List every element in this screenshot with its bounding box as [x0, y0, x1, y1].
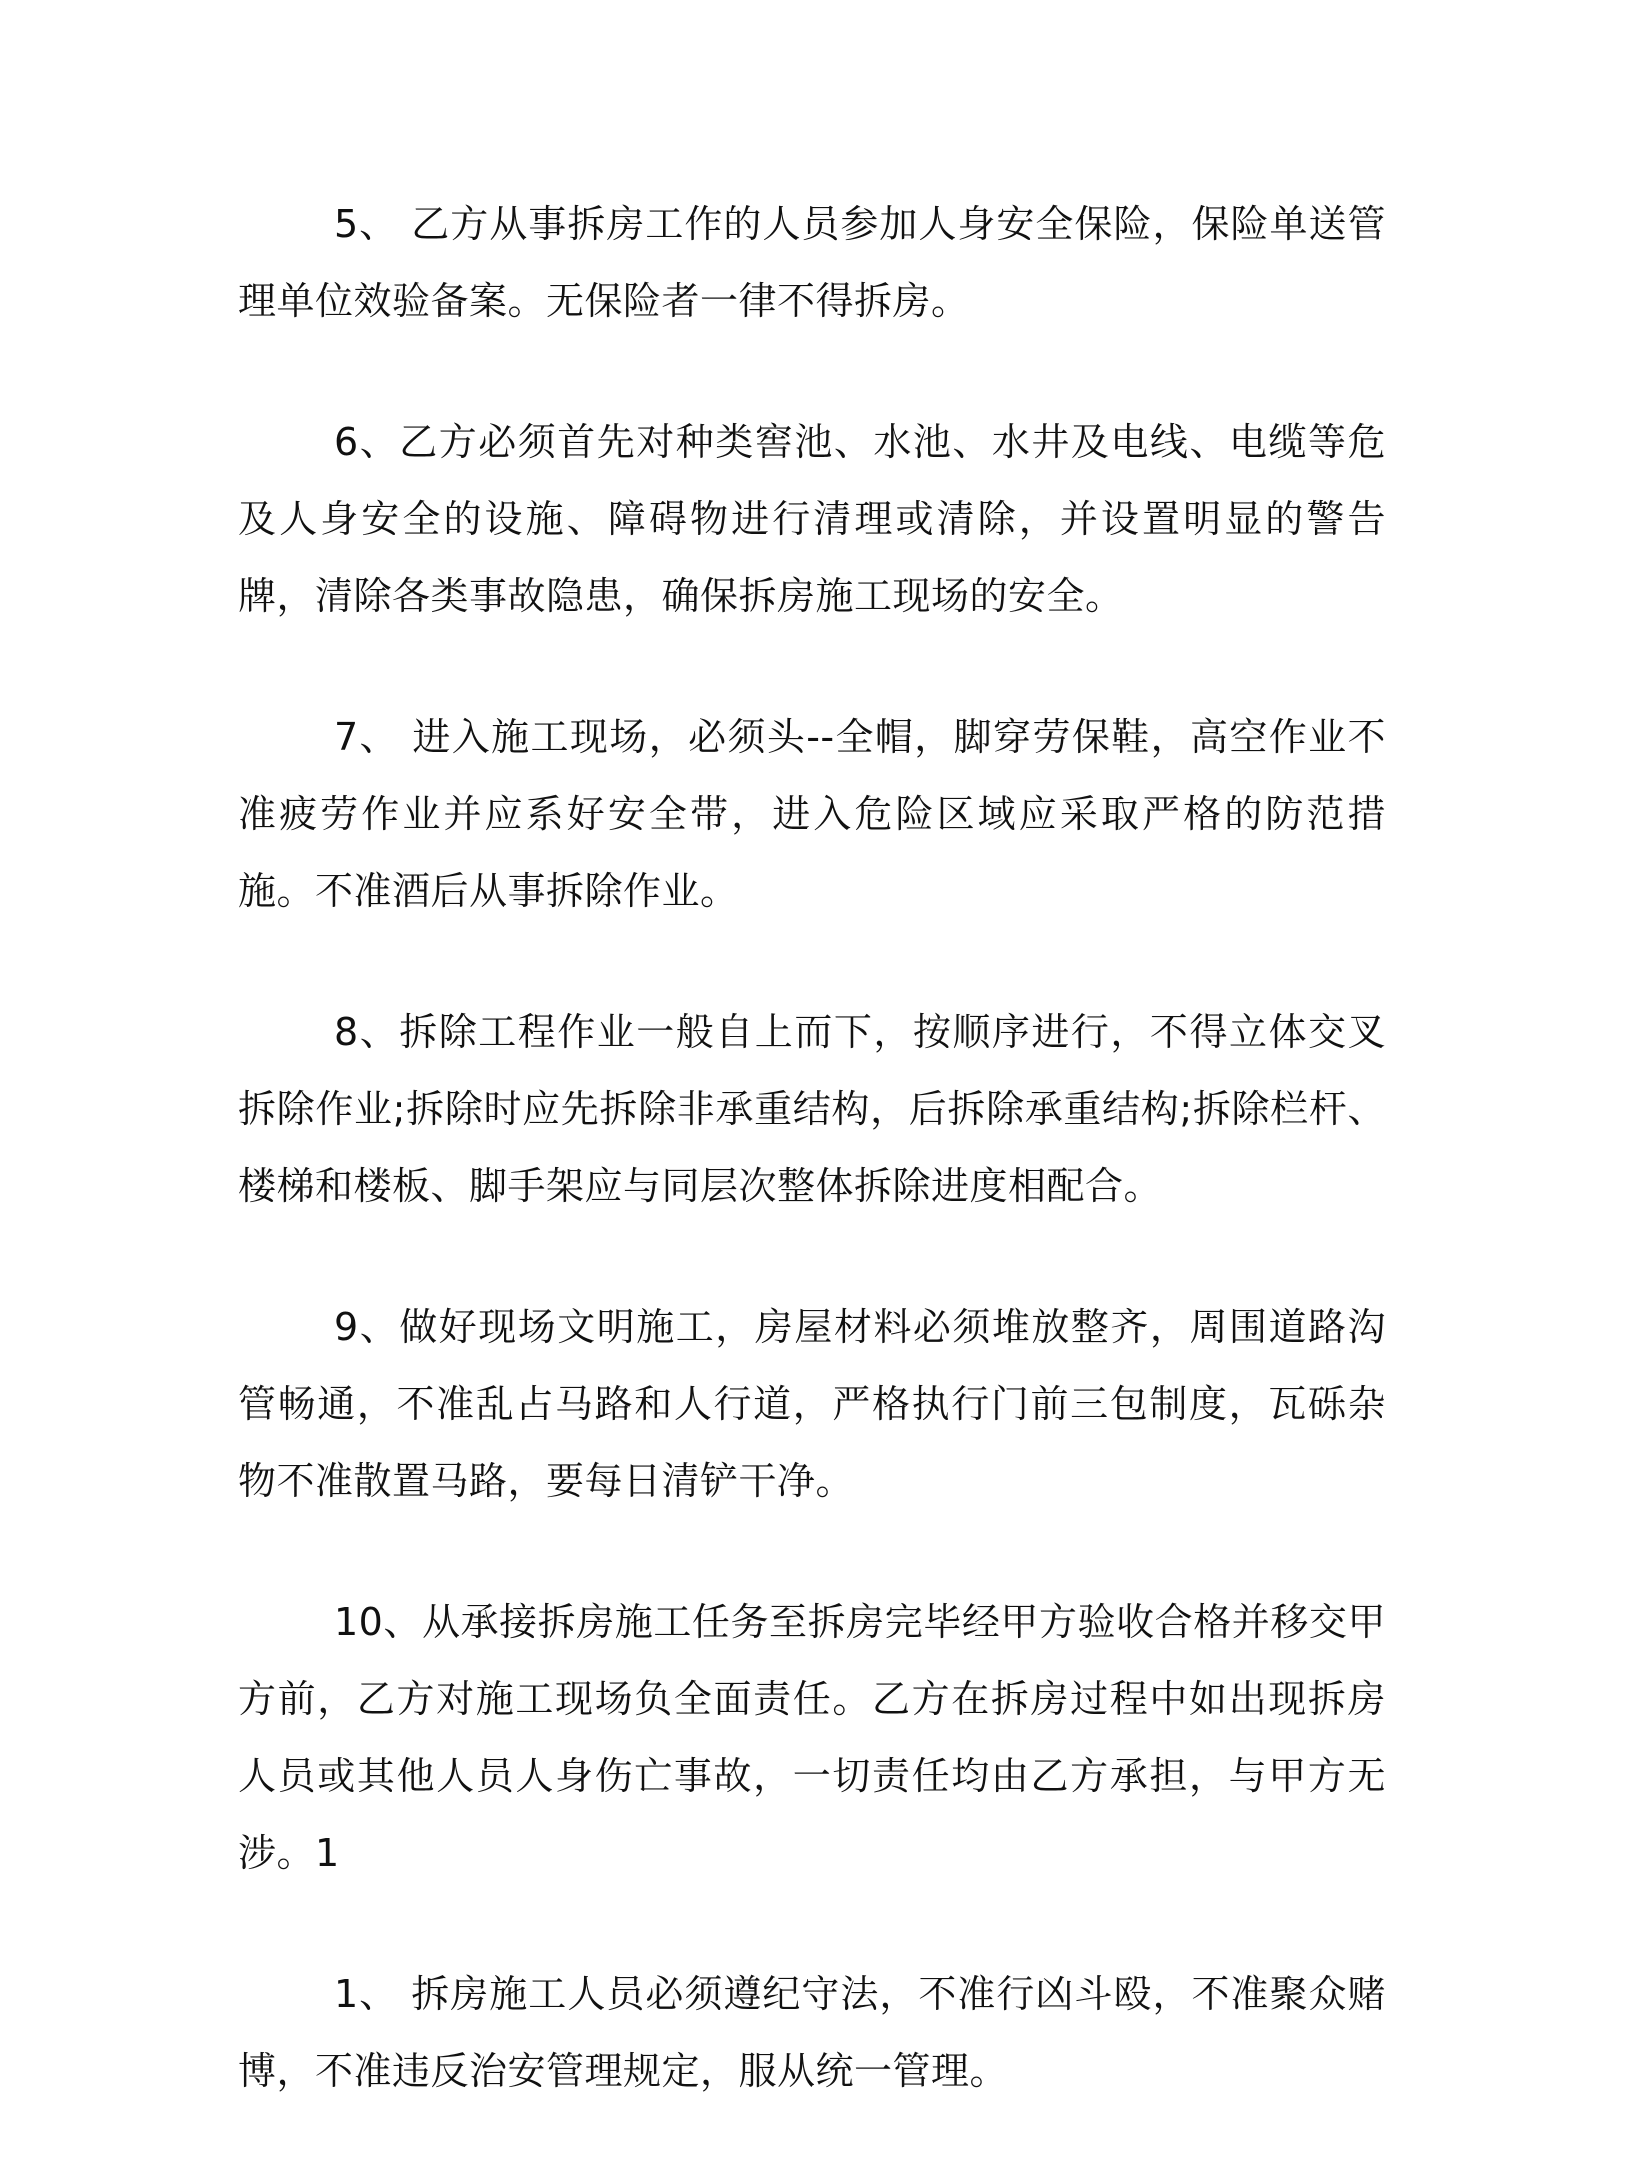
paragraph-item-8: 8、拆除工程作业一般自上而下，按顺序进行，不得立体交叉拆除作业;拆除时应先拆除非承重结构，后拆除承重结构;拆除栏杆、楼梯和楼板、脚手架应与同层次整体拆除进度相配合。	[238, 1010, 1386, 1208]
paragraph-item-6: 6、乙方必须首先对种类窖池、水池、水井及电线、电缆等危及人身安全的设施、障碍物进行清理或清除，并设置明显的警告牌，清除各类事故隐患，确保拆房施工现场的安全。	[238, 420, 1386, 618]
paragraph-item-11: 1、 拆房施工人员必须遵纪守法，不准行凶斗殴，不准聚众赌博，不准违反治安管理规定，服从统一管理。	[238, 1972, 1386, 2093]
document-body	[238, 186, 1386, 2174]
paragraph-item-9: 9、做好现场文明施工，房屋材料必须堆放整齐，周围道路沟管畅通，不准乱占马路和人行道，严格执行门前三包制度，瓦砾杂物不准散置马路，要每日清铲干净。	[238, 1305, 1386, 1503]
paragraph-item-5: 5、 乙方从事拆房工作的人员参加人身安全保险，保险单送管理单位效验备案。无保险者一律不得拆房。	[238, 202, 1386, 323]
paragraph-item-7: 7、 进入施工现场，必须头--全帽，脚穿劳保鞋，高空作业不准疲劳作业并应系好安全带，进入危险区域应采取严格的防范措施。不准酒后从事拆除作业。	[238, 715, 1386, 913]
paragraph-item-10: 10、从承接拆房施工任务至拆房完毕经甲方验收合格并移交甲方前，乙方对施工现场负全面责任。乙方在拆房过程中如出现拆房人员或其他人员人身伤亡事故，一切责任均由乙方承担，与甲方无涉。1	[238, 1600, 1386, 1875]
